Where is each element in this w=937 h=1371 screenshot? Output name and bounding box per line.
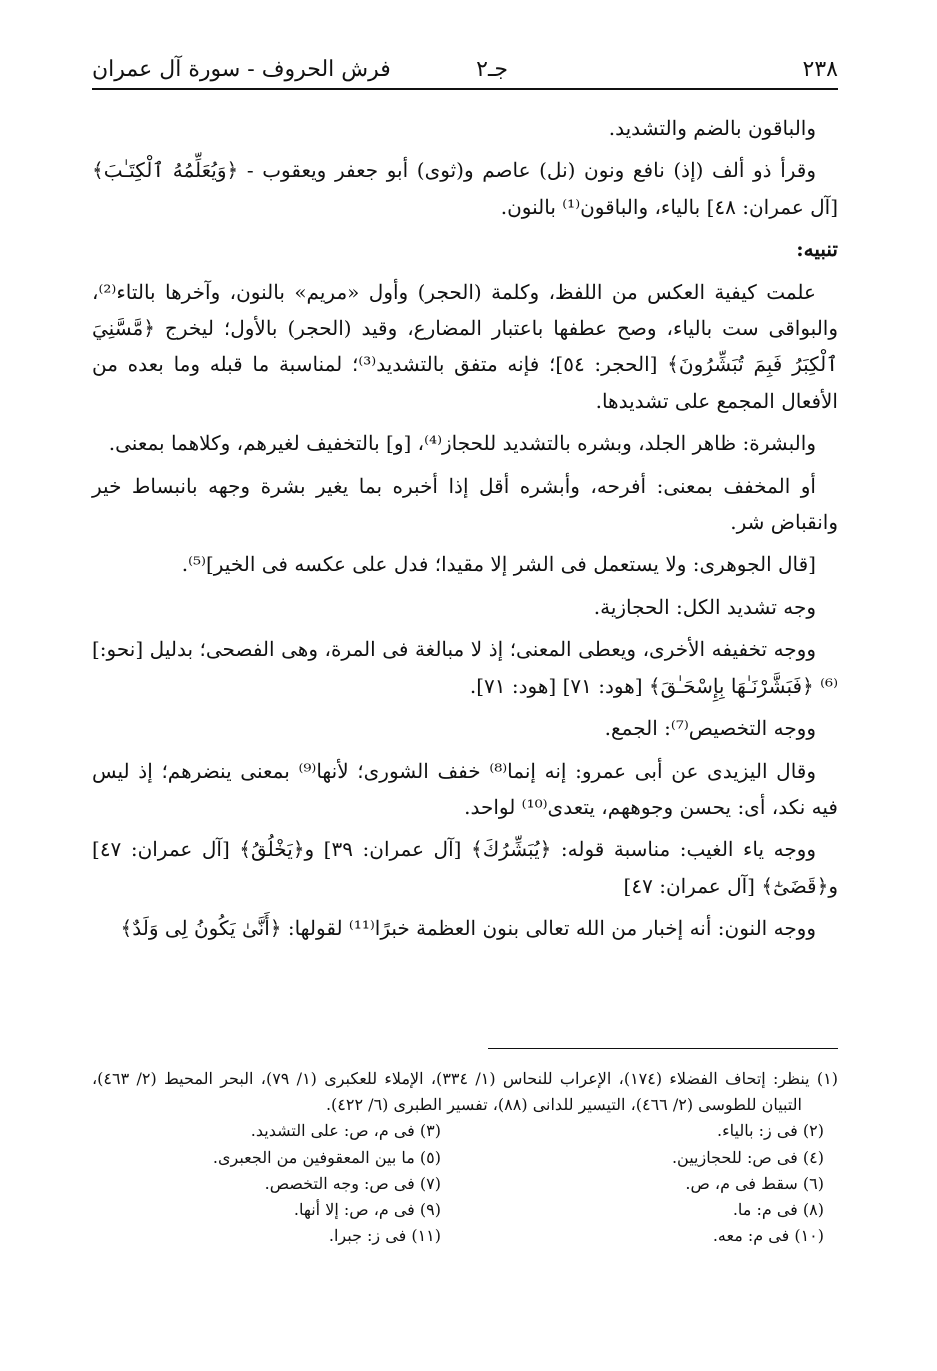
footnote-list bbox=[92, 1118, 838, 1249]
footnote-5: (٥) ما بين المعقوفين من الجعبرى. bbox=[212, 1147, 441, 1167]
footnote-8: (٨) فى م: ما. bbox=[732, 1200, 824, 1220]
paragraph: ووجه تخفيفه الأخرى، ويعطى المعنى؛ إذ لا مبالغة فى المرة، وهى الفصحى؛ بدليل [نحو:]⁽⁶⁾ ﴿فَبَشَّرْنَـٰهَا بِإِسْحَـٰقَ﴾ [هود: ٧١] [هود: ٧١]. bbox=[92, 637, 838, 698]
footnote-3: (٣) فى م، ص: على التشديد. bbox=[250, 1121, 441, 1141]
paragraph: ووجه التخصيص⁽⁷⁾: الجمع. bbox=[604, 716, 816, 741]
footnote-separator bbox=[488, 1048, 838, 1049]
footnote-10: (١٠) فى م: معه. bbox=[712, 1226, 824, 1246]
footnote-7: (٧) فى ص: وجه التخصص. bbox=[264, 1173, 441, 1193]
paragraph: [قال الجوهرى: ولا يستعمل فى الشر إلا مقيدا؛ فدل على عكسه فى الخير]⁽⁵⁾. bbox=[181, 552, 816, 577]
paragraph: ووجه النون: أنه إخبار من الله تعالى بنون العظمة خبرًا⁽¹¹⁾ لقولها: ﴿أَنَّىٰ يَكُونُ لِى وَلَدٌ﴾ bbox=[120, 916, 816, 941]
paragraph: وقرأ ذو ألف (إذ) نافع ونون (نل) عاصم و(ثوى) أبو جعفر ويعقوب - ﴿وَيُعَلِّمُهُ ٱلْكِتَـٰبَ﴾ [آل عمران: ٤٨] بالياء، والباقون⁽¹⁾ بالنون. bbox=[92, 158, 838, 219]
paragraph: والبشرة: ظاهر الجلد، وبشره بالتشديد للحجاز⁽⁴⁾، [و] بالتخفيف لغيرهم، وكلاهما بمعنى. bbox=[108, 431, 816, 456]
footnote-2: (٢) فى ز: بالياء. bbox=[717, 1121, 824, 1141]
volume-label: جـ٢ bbox=[476, 57, 508, 82]
page-number: ٢٣٨ bbox=[802, 57, 838, 82]
footnote-11: (١١) فى ز: جبرا. bbox=[328, 1226, 441, 1246]
chapter-title: فرش الحروف - سورة آل عمران bbox=[92, 57, 391, 82]
paragraph: وجه تشديد الكل: الحجازية. bbox=[593, 594, 816, 619]
paragraph: وقال اليزيدى عن أبى عمرو: إنه إنما⁽⁸⁾ خفف الشورى؛ لأنها⁽⁹⁾ بمعنى ينضرهم؛ إذ ليس فيه نكد، أى: يحسن وجوههم، يتعدى⁽¹⁰⁾ لواحد. bbox=[92, 758, 838, 819]
section-heading: تنبيه: bbox=[796, 237, 838, 262]
paragraph: والباقون بالضم والتشديد. bbox=[608, 116, 816, 140]
paragraph: أو المخفف بمعنى: أفرحه، وأبشره أقل إذا أخبره بما يغير بشرة وجهه بانبساط خير وانقباض شر. bbox=[92, 473, 838, 535]
paragraph: علمت كيفية العكس من اللفظ، وكلمة (الحجر) وأول «مريم» بالنون، وآخرها بالتاء⁽²⁾، والبواقى ست بالياء، وصح عطفها باعتبار المضارع، وقيد (الحجر) بالأول؛ ليخرج ﴿مَّسَّنِيَ ٱلْكِبَرُ فَبِمَ تُبَشِّرُونَ﴾ [الحجر: ٥٤]؛ فإنه متفق بالتشديد⁽³⁾؛ لمناسبة ما قبله وما بعده من الأفعال المجمع على تشديدها. bbox=[92, 279, 838, 413]
running-header bbox=[92, 52, 838, 90]
main-text bbox=[92, 110, 838, 947]
paragraph: ووجه ياء الغيب: مناسبة قوله: ﴿يُبَشِّرُكَ﴾ [آل عمران: ٣٩] و﴿يَخْلُقُ﴾ [آل عمران: ٤٧] و﴿قَضَىٰٓ﴾ [آل عمران: ٤٧] bbox=[92, 837, 838, 898]
footnote-6: (٦) سقط فى م، ص. bbox=[685, 1173, 824, 1193]
footnote-1: (١) ينظر: إتحاف الفضلاء (١٧٤)، الإعراب للنحاس (١/ ٣٣٤)، الإملاء للعكبرى (١/ ٧٩)، البحر المحيط (٢/ ٤٦٣)، التبيان للطوسى (٢/ ٤٦٦)، التيسير للدانى (٨٨)، تفسير الطبرى (٦/ ٤٢٢). bbox=[92, 1069, 839, 1115]
footnotes bbox=[92, 1066, 838, 1249]
footnote-4: (٤) فى ص: للحجازيين. bbox=[671, 1147, 824, 1167]
footnote-9: (٩) فى م، ص: إلا أنها. bbox=[293, 1200, 441, 1220]
